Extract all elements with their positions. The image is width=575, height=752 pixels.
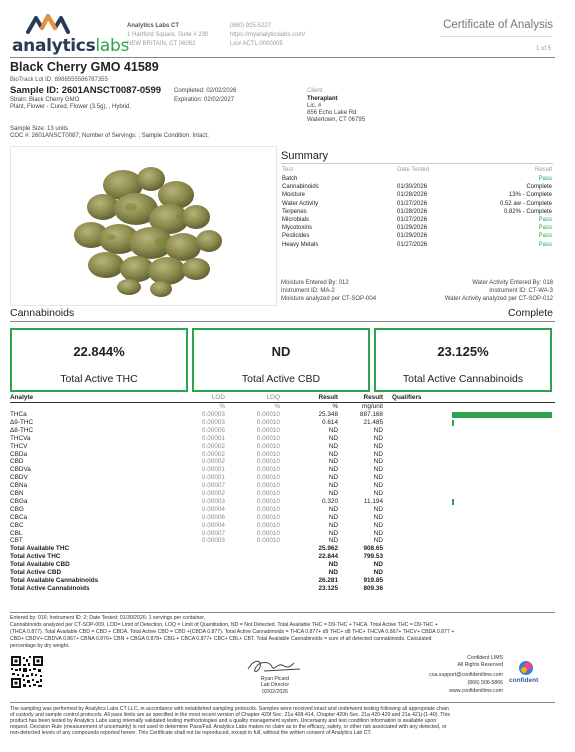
analyte-lod: 0.00003 <box>201 497 225 505</box>
signature-image <box>244 655 304 677</box>
analyte-result-pct: ND <box>328 434 338 442</box>
total-result-mg: 799.53 <box>363 553 383 561</box>
analyte-result-mg: ND <box>373 537 383 545</box>
analyte-name: CBN <box>10 490 24 497</box>
analyte-lod: 0.00007 <box>201 529 225 537</box>
analytics-labs-logo-mark <box>26 12 70 34</box>
analyte-result-mg: ND <box>373 466 383 474</box>
analyte-result-pct: 25.348 <box>318 411 338 418</box>
lims-url[interactable]: www.confidentlims.com <box>449 688 503 694</box>
summary-header-row: Test Date Tested Result <box>282 167 552 173</box>
analyte-total-row <box>10 553 555 561</box>
analyte-name: CBDV <box>10 474 28 482</box>
total-result-pct: 23.125 <box>318 584 338 592</box>
analyte-row <box>10 451 555 459</box>
total-active-cannabinoids-card <box>374 328 552 392</box>
lims-rights: All Rights Reserved <box>457 662 503 668</box>
analyte-result-pct: ND <box>328 513 338 521</box>
analyte-name: Δ8-THC <box>10 426 34 434</box>
analyte-lod: 0.00002 <box>201 442 225 450</box>
analyte-result-pct: 0.614 <box>322 418 338 426</box>
analyte-row <box>10 419 555 427</box>
analyte-total-row <box>10 577 555 585</box>
analyte-result-mg: ND <box>373 474 383 482</box>
total-result-pct: 26.281 <box>318 576 338 584</box>
summary-test-name: Heavy Metals <box>282 241 319 248</box>
signatory-title: Lab Director <box>260 682 290 688</box>
analyte-result-mg: ND <box>373 426 383 434</box>
biotrack-lot-id: BioTrack Lot ID: 8988555586787355 <box>10 77 108 83</box>
analyte-loq: 0.00010 <box>256 434 280 442</box>
summary-result: 13% - Complete <box>508 192 552 199</box>
analyte-total-row <box>10 545 555 553</box>
summary-test-name: Batch <box>282 176 298 182</box>
client-license: Lic. # <box>307 103 322 109</box>
analyte-name: CBDa <box>10 450 28 458</box>
sample-size: Sample Size: 13 units <box>10 126 69 132</box>
analyte-result-mg: ND <box>373 490 383 497</box>
analyte-table-units: % % % mg/unit <box>219 403 383 410</box>
analyte-row <box>10 427 555 435</box>
moisture-instrument: Instrument ID: MA-2 <box>281 288 335 294</box>
analyte-result-mg: ND <box>373 482 383 490</box>
analyte-lod: 0.00005 <box>201 426 225 434</box>
analyte-row <box>10 522 555 530</box>
summary-result: Pass <box>538 225 552 232</box>
analyte-loq: 0.00010 <box>256 442 280 450</box>
analyte-name: CBDVa <box>10 466 31 474</box>
summary-date: 01/29/2026 <box>397 233 428 240</box>
product-name: Black Cherry GMO 41589 <box>10 60 159 74</box>
analyte-total-row <box>10 569 555 577</box>
analyte-result-pct: ND <box>328 537 338 545</box>
total-result-pct: ND <box>328 561 338 569</box>
analyte-result-pct: ND <box>328 482 338 490</box>
analyte-loq: 0.00010 <box>256 474 280 482</box>
analyte-lod: 0.00001 <box>201 434 225 442</box>
summary-result: Pass <box>538 233 552 240</box>
completed-date: Completed: 02/02/2026 <box>174 88 237 94</box>
analyte-result-pct: ND <box>328 521 338 529</box>
summary-test-name: Terpenes <box>282 208 307 215</box>
summary-test-name: Cannabinoids <box>282 184 319 191</box>
total-name: Total Active THC <box>10 553 61 561</box>
analyte-row <box>10 490 555 498</box>
analyte-result-mg: ND <box>373 434 383 442</box>
analyte-result-pct: ND <box>328 466 338 474</box>
summary-date: 01/27/2026 <box>397 200 428 207</box>
analyte-name: THCVa <box>10 434 31 442</box>
qualifier-bar <box>452 420 454 426</box>
analyte-loq: 0.00010 <box>256 466 280 474</box>
analyte-row <box>10 482 555 490</box>
analyte-loq: 0.00010 <box>256 450 280 458</box>
summary-result: 0.82% - Complete <box>503 208 552 215</box>
analyte-name: THCa <box>10 411 27 418</box>
summary-test-name: Moisture <box>282 192 306 199</box>
footer-line5: non-detected levels of any compounds reported herein. This Certificate shall not be reproduced, except in full, without the written consent of Analytics Lab CT. <box>10 730 372 736</box>
analyte-lod: 0.00002 <box>201 490 225 497</box>
analyte-result-pct: ND <box>328 529 338 537</box>
summary-test-name: Microbials <box>282 217 310 223</box>
summary-row <box>282 175 552 183</box>
summary-test-name: Water Activity <box>282 200 319 207</box>
sample-type: Plant, Flower - Cured, Flower (3.5g), , Hybrid, <box>10 104 132 110</box>
analyte-lod: 0.00003 <box>201 411 225 418</box>
analyte-result-pct: ND <box>328 442 338 450</box>
analyte-loq: 0.00010 <box>256 513 280 521</box>
strain: Strain: Black Cherry GMO <box>10 97 80 103</box>
analyte-row <box>10 435 555 443</box>
analyte-result-mg: ND <box>373 513 383 521</box>
analyte-name: CBT <box>10 537 23 545</box>
client-address1: 856 Echo Lake Rd <box>307 110 357 116</box>
total-active-thc-value: 22.844% <box>73 344 125 359</box>
total-result-mg: ND <box>373 569 383 576</box>
analyte-row <box>10 498 555 506</box>
summary-row <box>282 191 552 199</box>
lab-name: Analytics Labs CT <box>127 23 180 29</box>
analyte-name: THCV <box>10 442 28 450</box>
analyte-result-mg: ND <box>373 442 383 450</box>
qualifier-bar <box>452 499 454 505</box>
total-name: Total Available Cannabinoids <box>10 576 99 584</box>
lims-email[interactable]: coa.support@confidentlims.com <box>429 672 503 678</box>
analyte-table-header: Analyte LOD LOQ Result Result Qualifiers <box>10 394 422 401</box>
analyte-lod: 0.00003 <box>201 418 225 426</box>
analyte-name: CBGa <box>10 497 28 505</box>
analyte-name: CBC <box>10 521 24 529</box>
total-name: Total Available CBD <box>10 561 70 569</box>
analyte-result-pct: ND <box>328 505 338 513</box>
signature-date: 02/02/2026 <box>262 689 288 695</box>
analyte-result-pct: ND <box>328 458 338 466</box>
summary-date: 01/28/2026 <box>397 208 428 215</box>
analyte-loq: 0.00010 <box>256 521 280 529</box>
client-name: Theraplant <box>307 96 338 102</box>
summary-result: Complete <box>526 184 552 191</box>
analyte-result-mg: ND <box>373 450 383 458</box>
total-result-mg: 809.36 <box>363 584 383 592</box>
analyte-loq: 0.00010 <box>256 505 280 513</box>
notes-line1: Cannabinoids analyzed per CT-SOP-009. LOD= Limit of Detection, LOQ = Limit of Quantitation, ND = Not Detected. Total Available THC = D9-THC + THCA. Total Active THC = D9-THC + <box>10 622 438 628</box>
total-result-mg: ND <box>373 561 383 569</box>
lab-license: Lic# ACTL.0000005 <box>230 41 283 47</box>
analyte-lod: 0.00004 <box>201 521 225 529</box>
summary-date: 01/27/2026 <box>397 217 428 223</box>
summary-test-name: Pesticides <box>282 233 310 240</box>
total-name: Total Active CBD <box>10 569 62 576</box>
summary-row <box>282 183 552 191</box>
total-name: Total Active Cannabinoids <box>10 584 90 592</box>
total-active-cbd-value: ND <box>271 344 291 359</box>
analyte-name: CBG <box>10 505 24 513</box>
analyte-row <box>10 530 555 538</box>
summary-date: 01/28/2026 <box>397 192 428 199</box>
analyte-row <box>10 506 555 514</box>
analyte-row <box>10 443 555 451</box>
analyte-total-row <box>10 585 555 593</box>
client-address2: Watertown, CT 06795 <box>307 117 366 123</box>
analyte-lod: 0.00003 <box>201 537 225 545</box>
moisture-method: Moisture analyzed per CT-SOP-004 <box>281 296 377 302</box>
total-active-cannabinoids-value: 23.125% <box>437 344 489 359</box>
total-result-mg: 908.65 <box>363 545 383 553</box>
analyte-row <box>10 466 555 474</box>
summary-row <box>282 208 552 216</box>
total-result-pct: ND <box>328 569 338 576</box>
analyte-lod: 0.00007 <box>201 482 225 490</box>
analyte-lod: 0.00002 <box>201 450 225 458</box>
lab-url[interactable]: https://myanalyticslabs.com/ <box>230 32 306 38</box>
document-title: Certificate of Analysis <box>443 19 553 31</box>
analyte-lod: 0.00002 <box>201 458 225 466</box>
footer-line4: request. Decision Rule (measurement of uncertainty) is not used to determine Pass/Fail. Analytics Labs makes no claim as to the efficacy, safety, or other risk associated with any detected, or <box>10 724 447 730</box>
analyte-result-mg: ND <box>373 458 383 466</box>
analyte-result-mg: 887.168 <box>359 411 383 418</box>
qualifier-bar <box>452 412 552 418</box>
analyte-result-mg: ND <box>373 521 383 529</box>
analyte-row <box>10 537 555 545</box>
cannabinoids-section-title: Cannabinoids <box>10 307 75 319</box>
water-activity-instrument: Instrument ID: CT-WA-3 <box>489 288 553 294</box>
footer-line2: of custody and sample control protocols. All pass limits are as specified in the most recent version of Chapter 420f Sec. 21a 408-414, Chapter 420h Sec. 21a 420-429 and 21a 421j-(1-40). This <box>10 712 450 718</box>
sample-id: Sample ID: 2601ANSCT0087-0599 <box>10 85 162 96</box>
analyte-loq: 0.00010 <box>256 411 280 418</box>
summary-row <box>282 200 552 208</box>
summary-row <box>282 224 552 232</box>
analyte-row <box>10 474 555 482</box>
lab-address-line1: 1 Hartford Square, Suite # 230 <box>127 32 209 38</box>
total-result-pct: 22.844 <box>318 553 338 561</box>
analyte-loq: 0.00010 <box>256 458 280 466</box>
summary-test-name: Mycotoxins <box>282 225 313 232</box>
confident-logo-icon <box>518 660 534 676</box>
analyte-lod: 0.00006 <box>201 513 225 521</box>
lims-phone: (866) 506-5866 <box>467 680 503 686</box>
analyte-loq: 0.00010 <box>256 529 280 537</box>
analyte-result-pct: ND <box>328 426 338 434</box>
analyte-lod: 0.00004 <box>201 505 225 513</box>
analyte-result-pct: ND <box>328 450 338 458</box>
analyte-loq: 0.00010 <box>256 482 280 490</box>
analyte-loq: 0.00010 <box>256 418 280 426</box>
lab-phone: (860) 925-5227 <box>230 23 272 29</box>
analyte-result-pct: ND <box>328 474 338 482</box>
footer-line3: product has been tested by Analytics Labs using internally validated testing methodologies and a quality management system. Uncertainty and test condition information is available upon <box>10 718 437 724</box>
analyte-result-mg: 11.194 <box>363 497 383 505</box>
summary-result: Pass <box>538 176 552 182</box>
notes-line4: percentage by dry weight. <box>10 643 70 649</box>
total-active-cannabinoids-label: Total Active Cannabinoids <box>402 373 524 385</box>
total-active-cbd-card <box>192 328 370 392</box>
analyte-loq: 0.00010 <box>256 497 280 505</box>
analyte-name: CBL <box>10 529 23 537</box>
page-number: 1 of 5 <box>535 46 551 52</box>
analyte-lod: 0.00001 <box>201 466 225 474</box>
analyte-result-mg: 21.485 <box>363 418 383 426</box>
signatory-name: Ryan Picard <box>260 676 290 682</box>
analyte-row <box>10 458 555 466</box>
analyte-name: Δ9-THC <box>10 418 34 426</box>
analyte-name: CBCa <box>10 513 28 521</box>
analyte-result-pct: 0.320 <box>322 497 338 505</box>
analytics-labs-logo: analyticslabs <box>12 36 129 56</box>
total-result-mg: 919.85 <box>363 576 383 584</box>
analyte-result-mg: ND <box>373 505 383 513</box>
analyte-row <box>10 514 555 522</box>
summary-row <box>282 232 552 240</box>
summary-date: 01/29/2026 <box>397 225 428 232</box>
total-name: Total Available THC <box>10 545 70 553</box>
summary-result: Pass <box>538 241 552 248</box>
moisture-entered-by: Moisture Entered By: 012 <box>281 280 349 286</box>
analyte-total-row <box>10 561 555 569</box>
summary-result: 0.52 aw - Complete <box>499 200 552 207</box>
cannabinoids-section-status: Complete <box>508 307 553 319</box>
product-image <box>10 146 277 306</box>
analyte-name: CBNa <box>10 482 28 490</box>
client-label: Client <box>307 88 323 94</box>
analyte-lod: 0.00001 <box>201 474 225 482</box>
notes-entered-by: Entered by: 016; Instrument ID: 2; Date Tested: 01/30/2026; 1 servings per container. <box>10 615 206 621</box>
expiration-date: Expiration: 02/02/2027 <box>174 97 235 103</box>
analyte-loq: 0.00010 <box>256 426 280 434</box>
water-activity-method: Water Activity analyzed per CT-SOP-012 <box>444 296 553 302</box>
footer-line1: The sampling was performed by Analytics Labs CT LLC, in accordance with established sampling protocols. Samples were received intact and underwent testing following all appropriate chain <box>10 706 449 712</box>
total-active-thc-card <box>10 328 188 392</box>
total-result-pct: 25.962 <box>318 545 338 553</box>
confident-logo-text: confident <box>509 677 539 684</box>
notes-line3: CBD+ CBDV+ CBDVA 0.867+ CBNA 0.876+ CBN + CBGA 0.878+ CBG + CBCA 0.877+ CBC+ CBL+ CBT. Total Available Cannabinoids = sum of all detected cannabinoids. Calculated <box>10 636 432 642</box>
notes-line2: (THCA 0.877). Total Available CBD = CBD + CBDA. Total Active CBD = CBD +(CBDA 0.877). Total Active Cannabinoids = THCA 0.877+ d9 THC+ d8 THC+ THCVA 0.867+ THCV+ CBDA 0.877 + <box>10 629 455 635</box>
water-activity-entered-by: Water Activity Entered By: 018 <box>472 280 553 286</box>
qr-code-icon[interactable] <box>10 655 44 689</box>
analyte-result-pct: ND <box>328 490 338 497</box>
analyte-name: CBD <box>10 458 24 466</box>
summary-row <box>282 216 552 224</box>
summary-date: 01/27/2026 <box>397 241 428 248</box>
analyte-loq: 0.00010 <box>256 490 280 497</box>
summary-date: 01/30/2026 <box>397 184 428 191</box>
analyte-result-mg: ND <box>373 529 383 537</box>
summary-row <box>282 241 552 249</box>
total-active-cbd-label: Total Active CBD <box>241 373 321 385</box>
cannabis-flower-image <box>11 147 276 305</box>
summary-result: Pass <box>538 217 552 223</box>
total-active-thc-label: Total Active THC <box>60 373 138 385</box>
summary-title: Summary <box>281 150 329 162</box>
lab-address-line2: NEW BRITAIN, CT 06052 <box>127 41 196 47</box>
coc-info: COC #: 2601ANSCT0087; Number of Servings: ; Sample Condition: Intact; <box>10 133 209 139</box>
analyte-loq: 0.00010 <box>256 537 280 545</box>
lims-name: Confident LIMS <box>467 655 503 661</box>
